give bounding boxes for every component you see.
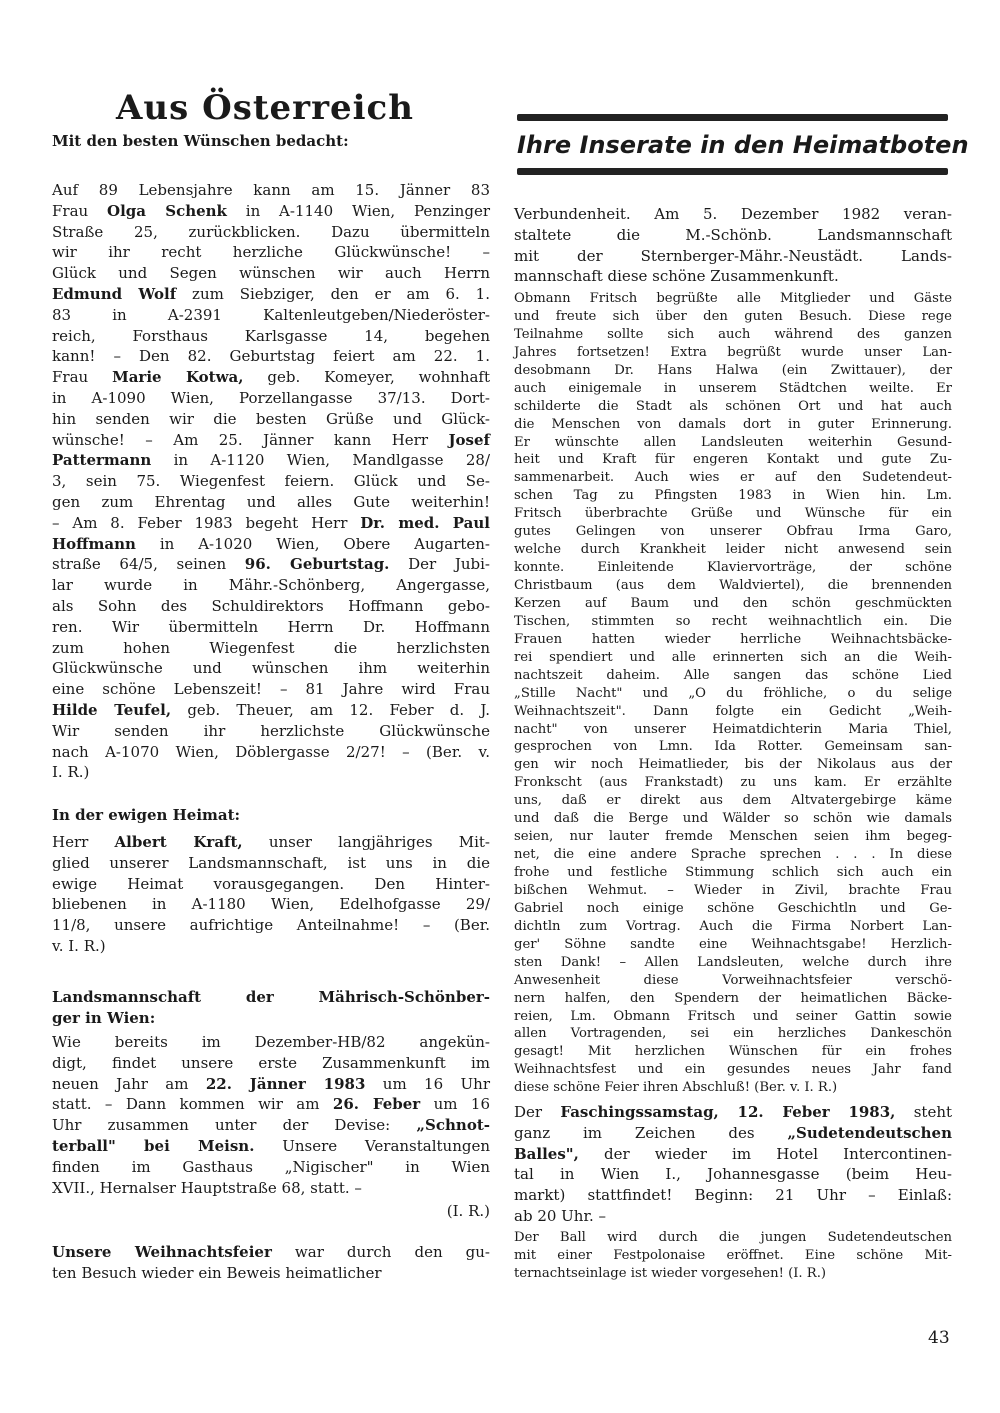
- text-line: nach A-1070 Wien, Döblergasse 2/27! – (Ber. v.: [52, 742, 490, 761]
- text-line: als Sohn des Schuldirektors Hoffmann gebo-: [52, 596, 490, 615]
- text-line: Wir senden ihr herzlichste Glückwünsche: [52, 721, 490, 740]
- text-line: (I. R.): [446, 1202, 490, 1220]
- text-line: sten Dank! – Allen Landsleuten, welche durch ihre: [514, 954, 952, 970]
- bold-text: Hilde Teufel,: [52, 700, 172, 719]
- bold-text: Unsere Weihnachtsfeier: [52, 1243, 272, 1261]
- text-line: schilderte die Stadt als schönen Ort und hat auch: [514, 398, 952, 414]
- text-line: bißchen Wehmut. – Wieder in Zivil, brachte Frau: [514, 882, 952, 898]
- text-line: Kerzen auf Baum und den schön geschmückten: [514, 595, 952, 611]
- text-line: Auf 89 Lebensjahre kann am 15. Jänner 83: [52, 181, 490, 199]
- text-line: digt, findet unsere erste Zusammenkunft im: [52, 1053, 490, 1072]
- text-line: mit einer Festpolonaise eröffnet. Eine schöne Mit-: [514, 1247, 952, 1263]
- text-line: reien, Lm. Obmann Fritsch und seiner Gattin sowie: [514, 1008, 952, 1024]
- text-line: Weihnachtsfest und ein gesundes neues Jahr fand: [514, 1062, 952, 1078]
- text-line: [52, 201, 490, 222]
- text-span: um 16 Uhr: [365, 1074, 490, 1093]
- text-line: [514, 1123, 952, 1144]
- text-line: Glück und Segen wünschen wir auch Herrn: [52, 264, 490, 283]
- text-line: ten Besuch wieder ein Beweis heimatlicher: [52, 1263, 382, 1282]
- text-line: in A-1090 Wien, Porzellangasse 37/13. Dort-: [52, 388, 490, 407]
- text-span: Der: [514, 1103, 561, 1121]
- text-line: frohe und festliche Stimmung schlich sich auch ein: [514, 865, 952, 880]
- text-line: Wie bereits im Dezember-HB/82 angekün-: [52, 1033, 490, 1051]
- text-line: gesagt! Mit herzlichen Wünschen für ein frohes: [514, 1044, 952, 1060]
- text-line: Teilnahme sollte sich auch während des ganzen: [514, 326, 952, 342]
- text-line: [52, 832, 490, 853]
- banner-title: Ihre Inserate in den Heimatboten: [517, 131, 969, 159]
- text-span: in A-1120 Wien, Mandlgasse 28/: [151, 451, 490, 470]
- text-line: diese schöne Feier ihren Abschluß! (Ber. v. I. R.): [514, 1080, 838, 1096]
- text-line: v. I. R.): [52, 936, 106, 955]
- text-span: Herr: [52, 833, 115, 851]
- text-line: Gabriel noch einige schöne Geschichtln und Ge-: [514, 900, 952, 916]
- text-line: net, die eine andere Sprache sprechen . . . In diese: [514, 847, 952, 863]
- text-span: zum Siebziger, den er am 6. 1.: [176, 284, 490, 303]
- bold-text: Dr. med. Paul: [360, 513, 490, 532]
- bold-text: „Sudetendeutschen: [787, 1123, 952, 1142]
- text-line: „Stille Nacht" und „O du fröhliche, o du selige: [514, 685, 952, 701]
- text-span: war durch den gu-: [271, 1243, 490, 1261]
- text-line: uns, daß er direkt aus dem Altvatergebirge käme: [514, 793, 952, 809]
- text-line: 83 in A-2391 Kaltenleutgeben/Niederöster-: [52, 305, 490, 324]
- text-line: XVII., Hernalser Hauptstraße 68, statt. –: [52, 1178, 362, 1197]
- text-line: ab 20 Uhr. –: [514, 1206, 607, 1225]
- text-span: Frau: [52, 368, 113, 387]
- text-line: Verbundenheit. Am 5. Dezember 1982 veran-: [514, 205, 952, 223]
- text-line: Fritsch überbrachte Grüße und Wünsche für ein: [514, 506, 952, 522]
- banner-rule-bottom: [517, 168, 948, 175]
- paragraph-weihnachtsfeier-cont: [514, 204, 952, 287]
- text-line: [52, 987, 490, 1008]
- bold-text: 22. Jänner 1983: [205, 1074, 366, 1093]
- text-line: [52, 1074, 490, 1095]
- text-span: unser langjähriges Mit-: [242, 833, 491, 851]
- text-line: zum hohen Wiegenfest die herzlichsten: [52, 638, 490, 657]
- text-line: ren. Wir übermitteln Herrn Dr. Hoffmann: [52, 617, 490, 636]
- text-line: dichtln zum Vortrag. Auch die Firma Norbert Lan-: [514, 918, 952, 934]
- bold-text: 26. Feber: [332, 1095, 421, 1114]
- text-line: markt) stattfindet! Beginn: 21 Uhr – Einlaß:: [514, 1186, 952, 1205]
- subheading-landsmannschaft: [52, 987, 490, 1028]
- text-line: die Menschen von damals dort in guter Erinnerung.: [514, 416, 952, 432]
- text-line: gutes Gelingen von unserer Obfrau Irma Garo,: [514, 524, 952, 540]
- bold-text: Edmund Wolf: [52, 284, 177, 303]
- text-line: finden im Gasthaus „Nigischer" in Wien: [52, 1157, 490, 1176]
- text-line: schen Tag zu Pfingsten 1983 in Wien hin. Lm.: [514, 488, 952, 504]
- banner-rule-top: [517, 114, 948, 121]
- text-line: reich, Forsthaus Karlsgasse 14, begehen: [52, 326, 490, 345]
- text-line: [52, 284, 490, 305]
- text-line: [514, 1144, 952, 1165]
- text-line: ger' Söhne sandte eine Weihnachtsgabe! Herzlich-: [514, 936, 952, 952]
- text-line: kann! – Den 82. Geburtstag feiert am 22. 1.: [52, 347, 490, 366]
- text-line: Glückwünsche und wünschen ihm weiterhin: [52, 659, 490, 678]
- text-line: [52, 1136, 490, 1157]
- text-line: Straße 25, zurückblicken. Dazu übermitteln: [52, 222, 490, 241]
- bold-text: Hoffmann: [52, 534, 136, 553]
- text-line: [52, 450, 490, 471]
- text-line: [52, 534, 490, 555]
- text-line: auch einigemale in unserem Städtchen weilte. Er: [514, 380, 952, 396]
- text-line: desobmann Dr. Hans Halwa (ein Zwittauer), der: [514, 362, 952, 378]
- signature: [52, 1201, 490, 1222]
- paragraph-obituary: [52, 832, 490, 957]
- text-span: Uhr zusammen unter der Devise:: [52, 1116, 417, 1135]
- text-line: gesprochen von Lmn. Ida Rotter. Gemeinsam san-: [514, 739, 952, 755]
- text-line: mit der Sternberger-Mähr.-Neustädt. Lands-: [514, 246, 952, 265]
- paragraph-ball: [514, 1229, 952, 1283]
- text-line: Weihnachtszeit". Dann folgte ein Gedicht „Weih-: [514, 703, 952, 719]
- text-span: geb. Komeyer, wohnhaft: [243, 368, 491, 387]
- subheading-birthdays: [52, 131, 490, 152]
- text-line: Obmann Fritsch begrüßte alle Mitglieder und Gäste: [514, 291, 952, 306]
- text-line: und freute sich über den guten Besuch. Diese rege: [514, 308, 952, 324]
- bold-text: In der ewigen Heimat:: [52, 806, 241, 824]
- text-span: in A-1020 Wien, Obere Augarten-: [135, 534, 490, 553]
- bold-text: „Schnot-: [416, 1116, 490, 1135]
- text-span: Unsere Veranstaltungen: [254, 1136, 490, 1155]
- text-line: Anwesenheit diese Vorweihnachtsfeier verschö-: [514, 972, 952, 988]
- bold-text: Albert Kraft,: [114, 833, 243, 851]
- text-line: nacht" von unserer Heimatdichterin Maria Thiel,: [514, 721, 952, 737]
- text-line: welche durch Krankheit leider nicht anwesend sein: [514, 542, 952, 558]
- bold-text: ger in Wien:: [52, 1008, 156, 1027]
- text-line: 3, sein 75. Wiegenfest feiern. Glück und Se-: [52, 472, 490, 491]
- text-line: staltete die M.-Schönb. Landsmannschaft: [514, 225, 952, 244]
- text-line: nachtszeit daheim. Alle sangen das schöne Lied: [514, 667, 952, 683]
- text-span: um 16: [420, 1095, 490, 1114]
- text-line: und daß die Berge und Wälder so schön wie damals: [514, 811, 952, 827]
- bold-text: Josef: [448, 430, 490, 449]
- text-span: in A-1140 Wien, Penzinger: [226, 201, 490, 220]
- text-line: [52, 1115, 490, 1136]
- text-line: wir ihr recht herzliche Glückwünsche! –: [52, 243, 490, 262]
- text-span: steht: [895, 1103, 953, 1121]
- text-line: [52, 1008, 490, 1029]
- text-line: tal in Wien I., Johannesgasse (beim Heu-: [514, 1165, 952, 1184]
- text-line: [52, 1242, 490, 1263]
- text-line: [52, 1094, 490, 1115]
- bold-text: Mit den besten Wünschen bedacht:: [52, 132, 349, 150]
- bold-text: Balles",: [514, 1144, 579, 1163]
- paragraph-weihnachtsfeier: [52, 1242, 490, 1284]
- text-span: statt. – Dann kommen wir am: [52, 1095, 333, 1114]
- text-span: straße 64/5, seinen: [52, 555, 245, 574]
- text-line: seien, nur lauter fremde Menschen seien ihm begeg-: [514, 829, 952, 845]
- text-line: bliebenen in A-1180 Wien, Edelhofgasse 29/: [52, 895, 490, 914]
- paragraph-weihnachtsfeier-details: [514, 290, 952, 1097]
- text-line: [52, 554, 490, 575]
- bold-text: Olga Schenk: [107, 201, 227, 220]
- text-line: hin senden wir die besten Grüße und Glück-: [52, 409, 490, 428]
- text-line: glied unserer Landsmannschaft, ist uns in die: [52, 853, 490, 872]
- text-line: I. R.): [52, 763, 90, 782]
- section-title: Aus Österreich: [116, 88, 414, 128]
- text-span: wünsche! – Am 25. Jänner kann Herr: [52, 430, 449, 449]
- text-span: neuen Jahr am: [52, 1074, 206, 1093]
- text-line: konnte. Einleitende Klaviervorträge, der schöne: [514, 560, 952, 576]
- bold-text: 96. Geburtstag.: [244, 555, 390, 574]
- text-line: Fronkscht (aus Frankstadt) zu uns kam. Er erzählte: [514, 775, 952, 791]
- text-span: geb. Theuer, am 12. Feber d. J.: [171, 700, 490, 719]
- text-line: 11/8, unsere aufrichtige Anteilnahme! – (Ber.: [52, 916, 490, 935]
- text-line: [52, 805, 490, 826]
- bold-text: terball" bei Meisn.: [52, 1136, 255, 1155]
- text-line: Frauen hatten wieder herrliche Weihnachtsbäcke-: [514, 631, 952, 647]
- text-line: eine schöne Lebenszeit! – 81 Jahre wird Frau: [52, 680, 490, 699]
- subheading-obituary: [52, 805, 490, 826]
- paragraph-faschingssamstag: [514, 1102, 952, 1227]
- text-line: Christbaum (aus dem Waldviertel), die brennenden: [514, 578, 952, 593]
- text-line: mannschaft diese schöne Zusammenkunft.: [514, 267, 839, 286]
- text-line: gen zum Ehrentag und alles Gute weiterhin!: [52, 492, 490, 511]
- text-line: sammenarbeit. Auch wies er auf den Sudetendeut-: [514, 470, 952, 486]
- paragraph-landsmannschaft: [52, 1032, 490, 1198]
- text-line: nern halfen, den Spendern der heimatlichen Bäcke-: [514, 990, 952, 1006]
- text-line: [52, 513, 490, 534]
- text-line: [52, 131, 490, 152]
- ads-banner: [517, 112, 969, 178]
- text-line: allen Vortragenden, sei ein herzliches Dankeschön: [514, 1026, 952, 1042]
- text-line: rei spendiert und alle erinnerten sich an die Weih-: [514, 649, 952, 665]
- text-line: [514, 1102, 952, 1123]
- text-line: gen wir noch Heimatlieder, bis der Nikolaus aus der: [514, 757, 952, 773]
- bold-text: Faschingssamstag, 12. Feber 1983,: [560, 1103, 896, 1121]
- text-span: – Am 8. Feber 1983 begeht Herr: [52, 513, 361, 532]
- text-line: ternachtseinlage ist wieder vorgesehen! (I. R.): [514, 1265, 827, 1281]
- text-line: Tischen, stimmten so recht weihnachtlich ein. Die: [514, 613, 952, 629]
- text-span: ganz im Zeichen des: [514, 1123, 788, 1142]
- text-span: der wieder im Hotel Intercontinen-: [578, 1144, 952, 1163]
- bold-text: Landsmannschaft der Mährisch-Schönber-: [52, 988, 490, 1006]
- text-line: [52, 367, 490, 388]
- text-line: ewige Heimat vorausgegangen. Den Hinter-: [52, 874, 490, 893]
- text-line: Er wünschte allen Landsleuten weiterhin Gesund-: [514, 434, 952, 450]
- paragraph-birthdays: [52, 180, 490, 783]
- text-line: Der Ball wird durch die jungen Sudetendeutschen: [514, 1230, 952, 1245]
- text-span: Frau: [52, 201, 107, 220]
- bold-text: Pattermann: [52, 451, 152, 470]
- text-line: lar wurde in Mähr.-Schönberg, Angergasse,: [52, 576, 490, 595]
- text-line: [52, 700, 490, 721]
- text-span: Der Jubi-: [389, 555, 490, 574]
- text-line: Jahres fortsetzen! Extra begrüßt wurde unser Lan-: [514, 344, 952, 360]
- text-line: [52, 430, 490, 451]
- bold-text: Marie Kotwa,: [112, 368, 244, 387]
- text-line: heit und Kraft für engeren Kontakt und gute Zu-: [514, 452, 952, 468]
- page-number: 43: [928, 1328, 950, 1348]
